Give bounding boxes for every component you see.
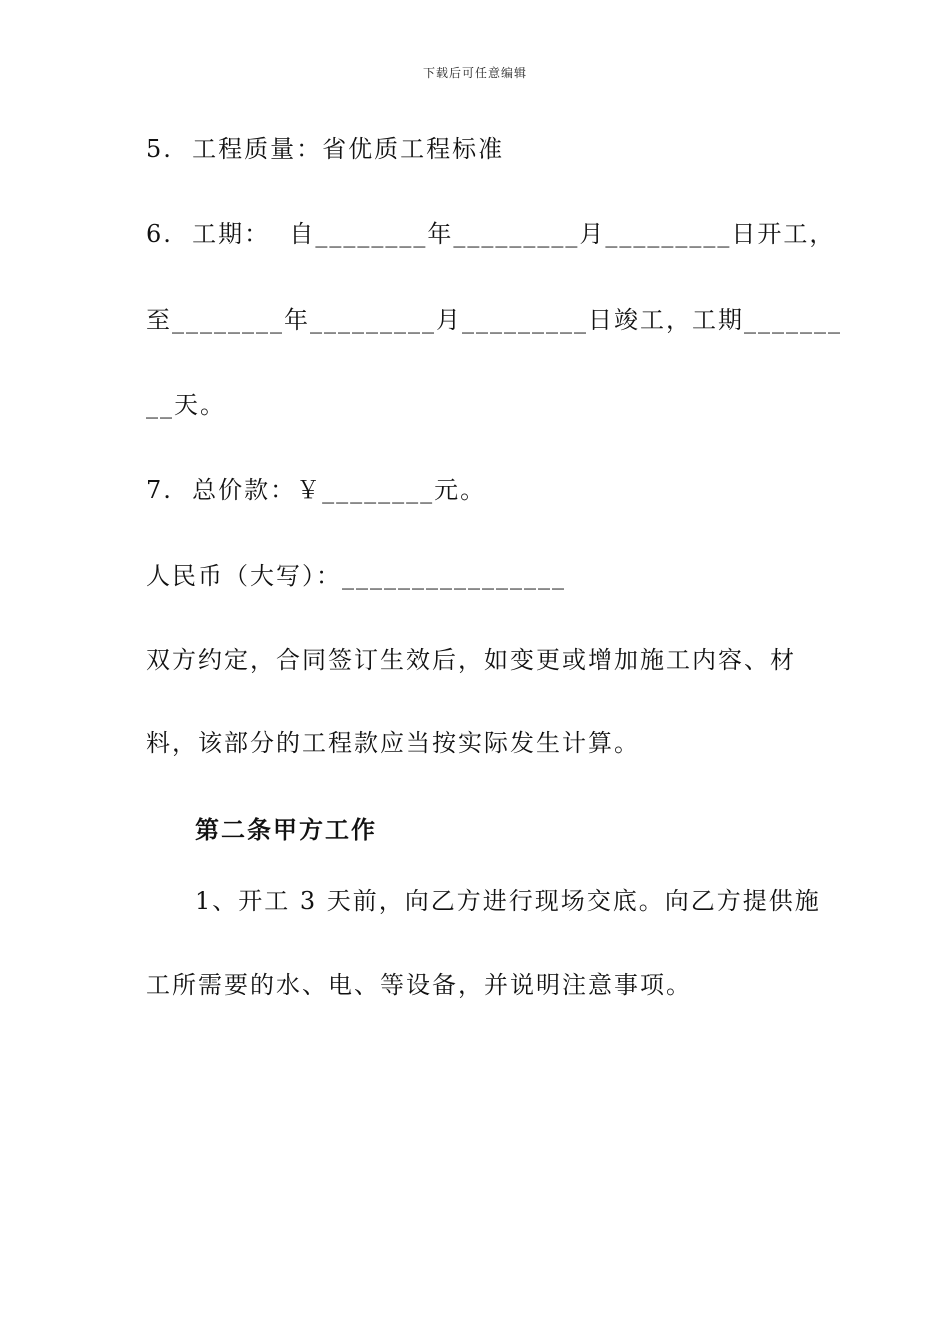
clause-total-price: 7. 总价款：￥________元。 xyxy=(146,476,487,504)
page-header-note: 下载后可任意编辑 xyxy=(422,66,527,80)
section-item-1-line-1: 1、开工 3 天前，向乙方进行现场交底。向乙方提供施 xyxy=(195,887,821,915)
section-heading: 第二条甲方工作 xyxy=(195,815,377,844)
clause-price-in-words: 人民币（大写）：________________ xyxy=(146,562,566,590)
clause-duration-days: __天。 xyxy=(146,391,226,419)
clause-duration-start: 6. 工期： 自________年_________月_________日开工， xyxy=(146,220,836,248)
clause-duration-end: 至________年_________月_________日竣工，工期_______ xyxy=(146,306,842,334)
agreement-paragraph-line-1: 双方约定，合同签订生效后，如变更或增加施工内容、材 xyxy=(146,646,796,674)
clause-quality: 5. 工程质量：省优质工程标准 xyxy=(146,135,505,163)
section-item-1-line-2: 工所需要的水、电、等设备，并说明注意事项。 xyxy=(146,971,692,999)
agreement-paragraph-line-2: 料，该部分的工程款应当按实际发生计算。 xyxy=(146,729,640,757)
